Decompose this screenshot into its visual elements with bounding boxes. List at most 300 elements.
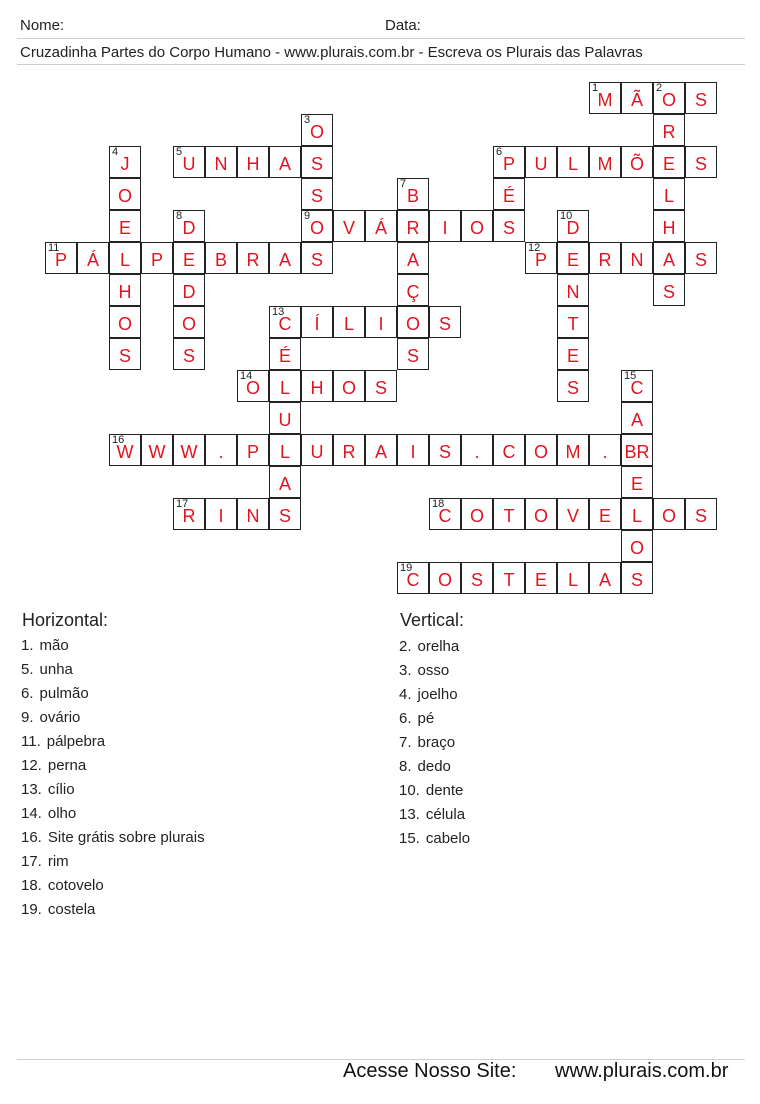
crossword-cell[interactable] xyxy=(525,242,557,274)
vertical-clue-item xyxy=(399,827,470,851)
crossword-cell[interactable] xyxy=(589,562,621,594)
cell-letter: S xyxy=(566,378,579,398)
crossword-cell[interactable] xyxy=(173,434,205,466)
clue-number: 16 xyxy=(112,434,125,446)
cell-letter: S xyxy=(694,250,707,270)
cell-letter: S xyxy=(406,346,419,366)
cell-letter: E xyxy=(118,218,131,238)
horizontal-clue-list xyxy=(21,634,205,922)
crossword-cell[interactable] xyxy=(365,370,397,402)
cell-letter: Í xyxy=(314,314,320,334)
vertical-clues-title: Vertical: xyxy=(400,610,465,630)
cell-letter: O xyxy=(309,122,324,142)
cell-letter: A xyxy=(278,250,291,270)
crossword-cell[interactable] xyxy=(589,82,621,114)
cell-letter: S xyxy=(438,442,451,462)
horizontal-clue-item xyxy=(21,706,205,730)
clue-number: 14 xyxy=(240,370,253,382)
vertical-clue-item xyxy=(399,803,470,827)
cell-letter: . xyxy=(474,442,480,462)
crossword-cell[interactable] xyxy=(525,562,557,594)
name-label: Nome: xyxy=(20,17,65,34)
crossword-cell[interactable] xyxy=(653,242,685,274)
crossword-cell[interactable] xyxy=(205,242,237,274)
crossword-cell[interactable] xyxy=(429,434,461,466)
cell-letter: S xyxy=(310,250,323,270)
crossword-cell[interactable] xyxy=(653,146,685,178)
cell-letter: O xyxy=(245,378,260,398)
crossword-cell[interactable] xyxy=(109,434,141,466)
cell-letter: O xyxy=(533,442,548,462)
crossword-cell[interactable] xyxy=(557,242,589,274)
crossword-cell[interactable] xyxy=(621,370,653,402)
crossword-cell[interactable] xyxy=(173,274,205,306)
cell-letter: C xyxy=(278,314,292,334)
cell-letter: S xyxy=(374,378,387,398)
cell-letter: C xyxy=(502,442,516,462)
clue-item-text: braço xyxy=(417,734,456,751)
clue-item-number: 2. xyxy=(399,638,412,655)
crossword-cell[interactable] xyxy=(301,242,333,274)
crossword-cell[interactable] xyxy=(269,146,301,178)
crossword-cell[interactable] xyxy=(685,498,717,530)
crossword-cell[interactable] xyxy=(237,434,269,466)
clue-number: 17 xyxy=(176,498,189,510)
cell-letter: L xyxy=(119,250,130,270)
cell-letter: C xyxy=(406,570,420,590)
crossword-cell[interactable] xyxy=(333,370,365,402)
vertical-clue-item xyxy=(399,683,470,707)
clue-number: 3 xyxy=(304,114,311,126)
crossword-cell[interactable] xyxy=(557,562,589,594)
cell-letter: D xyxy=(566,218,580,238)
clue-item-number: 8. xyxy=(399,758,412,775)
cell-letter: S xyxy=(470,570,483,590)
cell-letter: H xyxy=(662,218,676,238)
cell-letter: U xyxy=(310,442,324,462)
worksheet-subtitle: Cruzadinha Partes do Corpo Humano - www.plurais.com.br - Escreva os Plurais das Palavras xyxy=(20,44,643,61)
crossword-cell[interactable] xyxy=(45,242,77,274)
cell-letter: S xyxy=(310,154,323,174)
crossword-cell[interactable] xyxy=(109,210,141,242)
crossword-cell[interactable] xyxy=(621,498,653,530)
horizontal-clue-item xyxy=(21,658,205,682)
crossword-cell[interactable] xyxy=(621,402,653,434)
crossword-cell[interactable] xyxy=(621,146,653,178)
crossword-cell[interactable] xyxy=(269,242,301,274)
cell-letter: T xyxy=(503,570,515,590)
crossword-cell[interactable] xyxy=(301,370,333,402)
cell-letter: A xyxy=(374,442,387,462)
crossword-cell[interactable] xyxy=(301,178,333,210)
crossword-cell[interactable] xyxy=(397,338,429,370)
crossword-cell[interactable] xyxy=(525,498,557,530)
crossword-cell[interactable] xyxy=(589,498,621,530)
cell-letter: V xyxy=(566,506,579,526)
crossword-cell[interactable] xyxy=(109,306,141,338)
cell-letter: L xyxy=(631,506,642,526)
cell-letter: N xyxy=(214,154,228,174)
cell-letter: S xyxy=(694,90,707,110)
crossword-cell[interactable] xyxy=(461,210,493,242)
clue-item-number: 6. xyxy=(399,710,412,727)
crossword-cell[interactable] xyxy=(141,434,173,466)
cell-letter: P xyxy=(54,250,67,270)
cell-letter: S xyxy=(438,314,451,334)
crossword-cell[interactable] xyxy=(557,498,589,530)
crossword-cell[interactable] xyxy=(525,146,557,178)
crossword-cell[interactable] xyxy=(109,338,141,370)
clue-number: 18 xyxy=(432,498,445,510)
crossword-cell[interactable] xyxy=(141,242,173,274)
crossword-cell[interactable] xyxy=(685,242,717,274)
crossword-cell[interactable] xyxy=(397,178,429,210)
cell-letter: O xyxy=(309,218,324,238)
cell-letter: O xyxy=(533,506,548,526)
crossword-cell[interactable] xyxy=(557,210,589,242)
crossword-cell[interactable] xyxy=(397,274,429,306)
cell-letter: Õ xyxy=(629,154,644,174)
clue-item-text: ovário xyxy=(39,709,81,726)
clue-item-number: 15. xyxy=(399,830,420,847)
crossword-cell[interactable] xyxy=(621,242,653,274)
crossword-cell[interactable] xyxy=(365,434,397,466)
crossword-cell[interactable] xyxy=(589,242,621,274)
vertical-clue-item xyxy=(399,731,470,755)
cell-letter: T xyxy=(503,506,515,526)
crossword-cell[interactable] xyxy=(653,178,685,210)
cell-letter: A xyxy=(278,474,291,494)
clue-number: 11 xyxy=(48,242,60,254)
crossword-cell[interactable] xyxy=(269,306,301,338)
crossword-cell[interactable] xyxy=(621,530,653,562)
crossword-cell[interactable] xyxy=(109,146,141,178)
crossword-cell[interactable] xyxy=(493,434,525,466)
crossword-cell[interactable] xyxy=(557,274,589,306)
cell-letter: S xyxy=(502,218,515,238)
cell-letter: O xyxy=(181,314,196,334)
crossword-cell[interactable] xyxy=(493,146,525,178)
cell-letter: Ç xyxy=(406,282,420,302)
crossword-cell[interactable] xyxy=(653,210,685,242)
crossword-cell[interactable] xyxy=(365,306,397,338)
crossword-cell[interactable] xyxy=(237,370,269,402)
cell-letter: S xyxy=(694,506,707,526)
clue-number: 1 xyxy=(592,82,599,94)
clue-item-number: 3. xyxy=(399,662,412,679)
clue-item-number: 17. xyxy=(21,853,42,870)
cell-letter: W xyxy=(180,442,198,462)
horizontal-clue-item xyxy=(21,778,205,802)
crossword-cell[interactable] xyxy=(493,210,525,242)
vertical-clue-item xyxy=(399,707,470,731)
clue-item-text: cílio xyxy=(47,781,75,798)
clue-number: 10 xyxy=(560,210,573,222)
cell-letter: É xyxy=(502,186,515,206)
cell-letter: I xyxy=(218,506,224,526)
crossword-cell[interactable] xyxy=(557,370,589,402)
clue-item-number: 9. xyxy=(21,709,34,726)
clue-item-number: 18. xyxy=(21,877,42,894)
crossword-cell[interactable] xyxy=(557,146,589,178)
cell-letter: R xyxy=(342,442,356,462)
cell-letter: E xyxy=(566,250,579,270)
horizontal-clue-item xyxy=(21,874,205,898)
crossword-cell[interactable] xyxy=(269,338,301,370)
crossword-cell[interactable] xyxy=(429,498,461,530)
crossword-cell[interactable] xyxy=(269,434,301,466)
cell-letter: E xyxy=(182,250,195,270)
crossword-cell[interactable] xyxy=(429,562,461,594)
cell-letter: R xyxy=(406,218,420,238)
crossword-cell[interactable] xyxy=(653,82,685,114)
crossword-cell[interactable] xyxy=(205,434,237,466)
cell-letter: . xyxy=(218,442,224,462)
crossword-cell[interactable] xyxy=(557,306,589,338)
crossword-cell[interactable] xyxy=(621,562,653,594)
crossword-cell[interactable] xyxy=(269,402,301,434)
cell-letter: E xyxy=(662,154,675,174)
cell-letter: E xyxy=(534,570,547,590)
cell-letter: W xyxy=(116,442,134,462)
clue-item-text: osso xyxy=(417,662,450,679)
cell-letter: U xyxy=(182,154,196,174)
clue-item-text: cotovelo xyxy=(47,877,104,894)
crossword-cell[interactable] xyxy=(653,498,685,530)
crossword-cell[interactable] xyxy=(365,210,397,242)
cell-letter: W xyxy=(148,442,166,462)
cell-letter: O xyxy=(117,186,132,206)
cell-letter: O xyxy=(437,570,452,590)
cell-letter: P xyxy=(502,154,515,174)
clue-item-number: 16. xyxy=(21,829,42,846)
clue-item-text: unha xyxy=(39,661,73,678)
cell-letter: U xyxy=(534,154,548,174)
clue-number: 13 xyxy=(272,306,285,318)
horizontal-clue-item xyxy=(21,682,205,706)
crossword-cell[interactable] xyxy=(301,434,333,466)
crossword-cell[interactable] xyxy=(461,562,493,594)
crossword-cell[interactable] xyxy=(333,210,365,242)
clue-item-text: olho xyxy=(47,805,77,822)
crossword-cell[interactable] xyxy=(397,306,429,338)
crossword-cell[interactable] xyxy=(301,306,333,338)
crossword-cell[interactable] xyxy=(461,498,493,530)
cell-letter: O xyxy=(469,506,484,526)
clue-item-text: dedo xyxy=(417,758,451,775)
cell-letter: J xyxy=(120,154,130,174)
crossword-cell[interactable] xyxy=(621,466,653,498)
cell-letter: B xyxy=(406,186,419,206)
vertical-clue-item xyxy=(399,635,470,659)
cell-letter: S xyxy=(182,346,195,366)
cell-letter: C xyxy=(630,378,644,398)
cell-letter: O xyxy=(469,218,484,238)
crossword-cell[interactable] xyxy=(397,434,429,466)
crossword-cell[interactable] xyxy=(237,242,269,274)
crossword-cell[interactable] xyxy=(237,146,269,178)
crossword-cell[interactable] xyxy=(173,306,205,338)
crossword-cell[interactable] xyxy=(173,338,205,370)
crossword-cell[interactable] xyxy=(173,242,205,274)
crossword-cell[interactable] xyxy=(301,210,333,242)
crossword-cell[interactable] xyxy=(237,498,269,530)
cell-letter: L xyxy=(279,378,290,398)
clue-number: 15 xyxy=(624,370,637,382)
clue-item-text: joelho xyxy=(417,686,458,703)
crossword-cell[interactable] xyxy=(109,274,141,306)
clue-number: 6 xyxy=(496,146,503,158)
horizontal-clues-title: Horizontal: xyxy=(22,610,109,630)
cell-letter: H xyxy=(246,154,260,174)
vertical-clue-list xyxy=(399,635,470,851)
clue-item-text: cabelo xyxy=(425,830,471,847)
cell-letter: S xyxy=(278,506,291,526)
crossword-cell[interactable] xyxy=(269,370,301,402)
cell-letter: O xyxy=(661,90,676,110)
clue-item-number: 19. xyxy=(21,901,42,918)
crossword-cell[interactable] xyxy=(301,114,333,146)
cell-letter: D xyxy=(182,282,196,302)
cell-letter: S xyxy=(662,282,675,302)
cell-letter: Á xyxy=(374,218,387,238)
cell-letter: O xyxy=(405,314,420,334)
horizontal-clue-item xyxy=(21,754,205,778)
cell-letter: L xyxy=(279,442,290,462)
crossword-cell[interactable] xyxy=(557,434,589,466)
clue-item-text: perna xyxy=(47,757,87,774)
crossword-cell[interactable] xyxy=(301,146,333,178)
crossword-cell[interactable] xyxy=(333,434,365,466)
crossword-cell[interactable] xyxy=(205,498,237,530)
crossword-cell[interactable] xyxy=(333,306,365,338)
clue-item-text: célula xyxy=(425,806,466,823)
cell-letter: Ã xyxy=(630,90,643,110)
crossword-cell[interactable] xyxy=(173,210,205,242)
cell-letter: P xyxy=(534,250,547,270)
vertical-clue-item xyxy=(399,779,470,803)
horizontal-clue-item xyxy=(21,802,205,826)
clue-item-number: 4. xyxy=(399,686,412,703)
crossword-cell[interactable] xyxy=(653,274,685,306)
cell-letter: L xyxy=(567,570,578,590)
crossword-cell[interactable] xyxy=(205,146,237,178)
crossword-cell[interactable] xyxy=(589,434,621,466)
crossword-cell[interactable] xyxy=(269,498,301,530)
horizontal-clue-item xyxy=(21,898,205,922)
clue-item-text: orelha xyxy=(417,638,460,655)
cell-letter: É xyxy=(278,346,291,366)
cell-letter: R xyxy=(598,250,612,270)
clue-item-text: dente xyxy=(425,782,464,799)
crossword-cell[interactable] xyxy=(397,562,429,594)
crossword-cell[interactable] xyxy=(525,434,557,466)
crossword-cell[interactable] xyxy=(397,242,429,274)
crossword-cell[interactable] xyxy=(621,82,653,114)
clue-item-text: rim xyxy=(47,853,69,870)
cell-letter: L xyxy=(343,314,354,334)
clue-number: 19 xyxy=(400,562,413,574)
clue-number: 2 xyxy=(656,82,663,94)
clue-item-number: 11. xyxy=(21,733,41,750)
cell-letter: E xyxy=(566,346,579,366)
clue-item-number: 13. xyxy=(399,806,420,823)
crossword-cell[interactable] xyxy=(269,466,301,498)
cell-letter: A xyxy=(630,410,643,430)
cell-letter: V xyxy=(342,218,355,238)
clue-item-text: pulmão xyxy=(39,685,89,702)
cell-letter: H xyxy=(310,378,324,398)
cell-letter: I xyxy=(442,218,448,238)
crossword-cell[interactable] xyxy=(109,242,141,274)
cell-letter: N xyxy=(630,250,644,270)
clue-item-text: mão xyxy=(39,637,69,654)
crossword-cell[interactable] xyxy=(397,210,429,242)
crossword-cell[interactable] xyxy=(493,498,525,530)
date-label: Data: xyxy=(385,17,421,34)
cell-letter: A xyxy=(406,250,419,270)
cell-letter: R xyxy=(182,506,196,526)
cell-letter: R xyxy=(662,122,676,142)
crossword-cell[interactable] xyxy=(461,434,493,466)
cell-letter: P xyxy=(246,442,259,462)
clue-item-number: 7. xyxy=(399,734,412,751)
cell-letter: S xyxy=(694,154,707,174)
cell-letter: O xyxy=(629,538,644,558)
crossword-cell[interactable] xyxy=(493,178,525,210)
crossword-cell[interactable] xyxy=(173,498,205,530)
cell-letter: L xyxy=(663,186,674,206)
crossword-cell[interactable] xyxy=(685,82,717,114)
crossword-cell[interactable] xyxy=(621,434,653,466)
cell-letter: E xyxy=(630,474,643,494)
clue-number: 9 xyxy=(304,210,311,222)
cell-letter: I xyxy=(378,314,384,334)
horizontal-clue-item xyxy=(21,634,205,658)
cell-letter: B xyxy=(214,250,227,270)
clue-number: 5 xyxy=(176,146,183,158)
crossword-cell[interactable] xyxy=(77,242,109,274)
cell-letter: P xyxy=(150,250,163,270)
horizontal-clue-item xyxy=(21,730,205,754)
cell-letter: A xyxy=(598,570,611,590)
crossword-cell[interactable] xyxy=(173,146,205,178)
clue-item-text: pé xyxy=(417,710,435,727)
crossword-cell[interactable] xyxy=(685,146,717,178)
cell-letter: R xyxy=(246,250,260,270)
cell-letter: N xyxy=(246,506,260,526)
clue-number: 12 xyxy=(528,242,541,254)
crossword-cell[interactable] xyxy=(589,146,621,178)
cell-letter: Á xyxy=(86,250,99,270)
clue-item-text: Site grátis sobre plurais xyxy=(47,829,205,846)
clue-item-number: 6. xyxy=(21,685,34,702)
crossword-cell[interactable] xyxy=(557,338,589,370)
cell-letter: M xyxy=(597,154,613,174)
clue-item-number: 14. xyxy=(21,805,42,822)
crossword-cell[interactable] xyxy=(109,178,141,210)
cell-letter: U xyxy=(278,410,292,430)
clue-number: 8 xyxy=(176,210,183,222)
crossword-cell[interactable] xyxy=(429,210,461,242)
clue-item-number: 12. xyxy=(21,757,42,774)
clue-number: 4 xyxy=(112,146,119,158)
crossword-cell[interactable] xyxy=(493,562,525,594)
crossword-cell[interactable] xyxy=(653,114,685,146)
crossword-cell[interactable] xyxy=(429,306,461,338)
cell-letter: . xyxy=(602,442,608,462)
cell-letter: E xyxy=(598,506,611,526)
